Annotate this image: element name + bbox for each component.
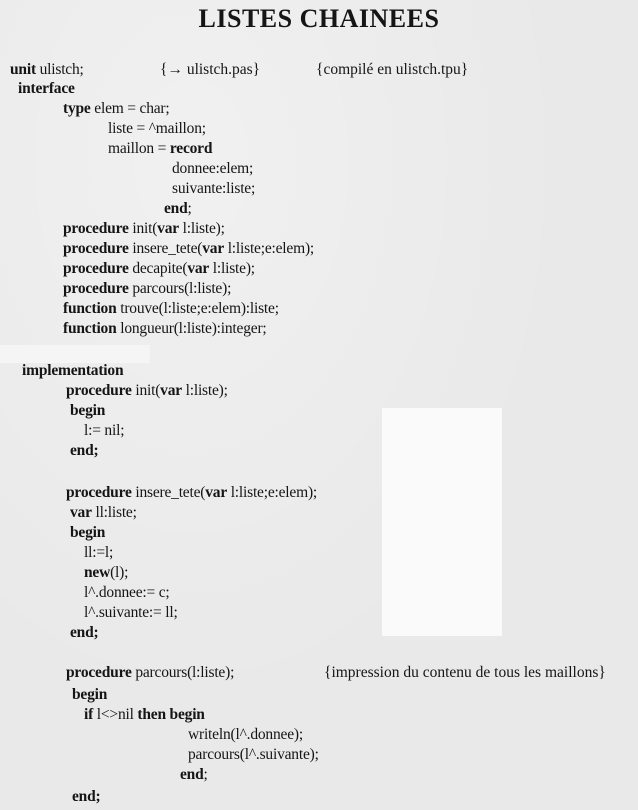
end-keyword: end; <box>70 442 99 459</box>
keyword: var <box>157 220 179 237</box>
init-header <box>66 382 228 400</box>
code-text: init( <box>128 220 158 237</box>
page-title: LISTES CHAINEES <box>198 4 440 33</box>
keyword: function <box>63 300 117 317</box>
keyword: type <box>63 100 91 117</box>
source-comment: {→ ulistch.pas} <box>160 61 261 78</box>
code-text: insere_tete( <box>131 484 206 501</box>
keyword: var <box>187 260 210 277</box>
type-line <box>63 100 170 118</box>
keyword: procedure <box>66 382 132 399</box>
code-text: elem = char; <box>90 100 170 117</box>
code-text: parcours(l:liste); <box>128 280 232 297</box>
end-keyword: end; <box>72 788 101 805</box>
code-text: trouve(l:liste;e:elem):liste; <box>116 300 279 317</box>
keyword: procedure <box>66 664 132 681</box>
begin-keyword: begin <box>72 686 108 703</box>
record-end <box>164 200 192 218</box>
keyword: new <box>84 564 111 581</box>
code-text: ; <box>187 200 192 217</box>
code-text: parcours(l:liste); <box>131 664 235 681</box>
code-statement: ll:=l; <box>84 544 114 561</box>
suivante-field: suivante:liste; <box>172 180 256 197</box>
keyword: procedure <box>63 260 129 277</box>
var-line <box>70 504 137 522</box>
keyword: end <box>164 200 188 217</box>
keyword: if <box>84 706 94 723</box>
code-text: init( <box>131 382 161 399</box>
code-statement: writeln(l^.donnee); <box>188 726 303 743</box>
keyword: procedure <box>63 280 129 297</box>
compile-comment: {compilé en ulistch.tpu} <box>316 61 469 78</box>
keyword: var <box>205 484 228 501</box>
begin-keyword: begin <box>70 402 106 419</box>
code-text: l:liste;e:elem); <box>227 484 318 501</box>
inner-end <box>180 766 208 784</box>
decl-line <box>63 220 225 238</box>
code-statement: l^.suivante:= ll; <box>84 604 178 621</box>
insere-header <box>66 484 317 502</box>
decl-line <box>63 300 279 318</box>
decl-line <box>63 280 231 298</box>
keyword: procedure <box>63 240 129 257</box>
decl-line <box>63 260 255 278</box>
code-text: l:liste); <box>181 382 228 399</box>
code-statement <box>84 564 128 582</box>
code-text: ; <box>203 766 208 783</box>
decl-line <box>63 320 267 338</box>
code-text: l:liste); <box>209 260 255 277</box>
maillon-line <box>108 140 212 158</box>
code-text: ll:liste; <box>91 504 137 521</box>
code-statement: l:= nil; <box>84 422 125 439</box>
code-statement: l^.donnee:= c; <box>84 584 170 601</box>
parcours-comment: {impression du contenu de tous les maillons} <box>324 664 606 681</box>
keyword: var <box>160 382 182 399</box>
code-text: (l); <box>110 564 129 581</box>
interface-keyword: interface <box>18 80 75 97</box>
code-text: decapite( <box>128 260 188 277</box>
unit-line <box>10 61 84 79</box>
keyword: record <box>169 140 213 157</box>
keyword: function <box>63 320 117 337</box>
code-text: maillon = <box>108 140 170 157</box>
scan-white-patch <box>0 345 150 363</box>
end-keyword: end; <box>70 624 99 641</box>
unit-name: ulistch; <box>35 61 84 78</box>
donnee-field: donnee:elem; <box>172 160 254 177</box>
code-statement: parcours(l^.suivante); <box>188 746 319 763</box>
code-text: l:liste); <box>178 220 225 237</box>
parcours-header <box>66 664 234 682</box>
code-text: l:liste;e:elem); <box>224 240 315 257</box>
code-text: l<>nil <box>93 706 138 723</box>
keyword: var <box>70 504 92 521</box>
keyword: end <box>180 766 204 783</box>
code-text: insere_tete( <box>128 240 203 257</box>
implementation-keyword: implementation <box>22 362 124 379</box>
keyword: var <box>202 240 225 257</box>
keyword: procedure <box>66 484 132 501</box>
keyword: unit <box>10 61 36 78</box>
liste-line: liste = ^maillon; <box>108 120 206 137</box>
scan-white-patch <box>382 408 502 636</box>
if-line <box>84 706 205 724</box>
keyword: then begin <box>137 706 205 723</box>
begin-keyword: begin <box>70 524 106 541</box>
code-text: longueur(l:liste):integer; <box>116 320 267 337</box>
decl-line <box>63 240 314 258</box>
keyword: procedure <box>63 220 129 237</box>
